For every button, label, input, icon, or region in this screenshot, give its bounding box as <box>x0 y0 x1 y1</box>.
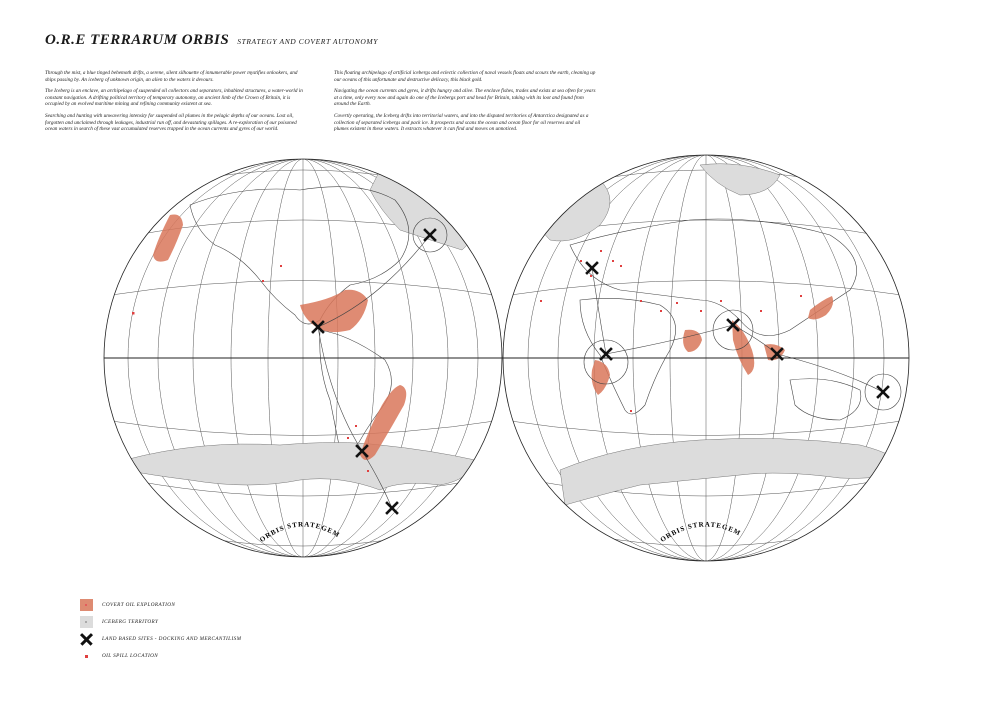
legend-item-site <box>80 630 241 647</box>
site-marker <box>601 349 611 359</box>
paragraph: Searching and hunting with unwavering intensity for suspended oil plumes in the pelagic depths of our oceans. Lost oil, forgotten and unclaimed through leakages, industrial run off, and devastating spillages. A re-exploration of our poisoned ocean waters in search of these vast accumulated reserves trapped in the ocean currents and gyres of our world. <box>45 112 297 133</box>
australia-outline <box>790 379 861 420</box>
map-legend <box>80 596 241 664</box>
paragraph: Covertly operating, the Iceberg drifts into territorial waters, and into the disputed territories of Antarctica designated as a collection of separated icebergs and pack ice. It prospects and scans the ocean and ocean floor for oil reserves and oil plumes existent in these waters. It extracts whatever it can find and moves on unnoticed. <box>334 112 589 133</box>
antarctic-ice-west <box>125 443 475 491</box>
site-marker <box>878 387 888 397</box>
cross-icon <box>80 633 93 645</box>
legend-label: OIL SPILL LOCATION <box>102 652 159 659</box>
arctic-ice-east-2 <box>700 164 780 195</box>
spill-dot-icon <box>80 650 93 662</box>
legend-label: ICEBERG TERRITORY <box>102 618 159 625</box>
paragraph: Through the mist, a blue tinged behemoth drifts, a serene, silent silhouette of innumerable power mystifies onlookers, and ships passing by. An iceberg of unknown origin, an alien to the waters it devours. <box>45 70 298 83</box>
oil-exploration-east <box>592 296 834 395</box>
legend-label: LAND BASED SITES - DOCKING AND MERCANTILISM <box>102 635 242 642</box>
paragraph: This floating archipelago of artificial icebergs and eclectic collection of naval vessels floats and scours the earth, cleaning up our oceans of this unfortunate and destructive delicacy, this black gold. <box>334 70 596 83</box>
oil-spills-east <box>540 250 802 412</box>
site-marker <box>387 503 397 513</box>
africa-outline <box>580 298 676 414</box>
paragraph: Navigating the ocean currents and gyres, it drifts hungry and alive. The enclave fishes, trades and exists at sea often for years at a time, only every now and again do one of the Icebergs port and head for Britain, taking with its loot and found from around the Earth. <box>334 88 596 108</box>
legend-item-spill <box>80 647 241 664</box>
oil-swatch-icon <box>80 599 93 611</box>
legend-item-ice <box>80 613 241 630</box>
site-marker <box>587 263 597 273</box>
oil-spills-west <box>132 265 369 472</box>
oil-exploration-west <box>153 214 406 460</box>
legend-item-oil <box>80 596 241 613</box>
paragraph: The Iceberg is an enclave, an archipelago of suspended oil collectors and separators, inhabited structures, a water-world in constant navigation. A drifting political territory of temporary autonomy, an ancient limb of the Crown of Britain, it is occupied by an evolved maritime mining and refining community existent at sea. <box>45 88 303 108</box>
title-subtitle: STRATEGY AND COVERT AUTONOMY <box>237 37 379 46</box>
title-main: O.R.E TERRARUM ORBIS <box>45 32 230 48</box>
north-america-outline <box>190 187 409 324</box>
legend-label: COVERT OIL EXPLORATION <box>102 601 176 608</box>
arctic-ice <box>370 170 474 250</box>
west-label: ORBIS STRATEGEM <box>258 520 342 544</box>
east-label: ORBIS STRATEGEM <box>658 520 743 544</box>
ice-swatch-icon <box>80 616 93 628</box>
